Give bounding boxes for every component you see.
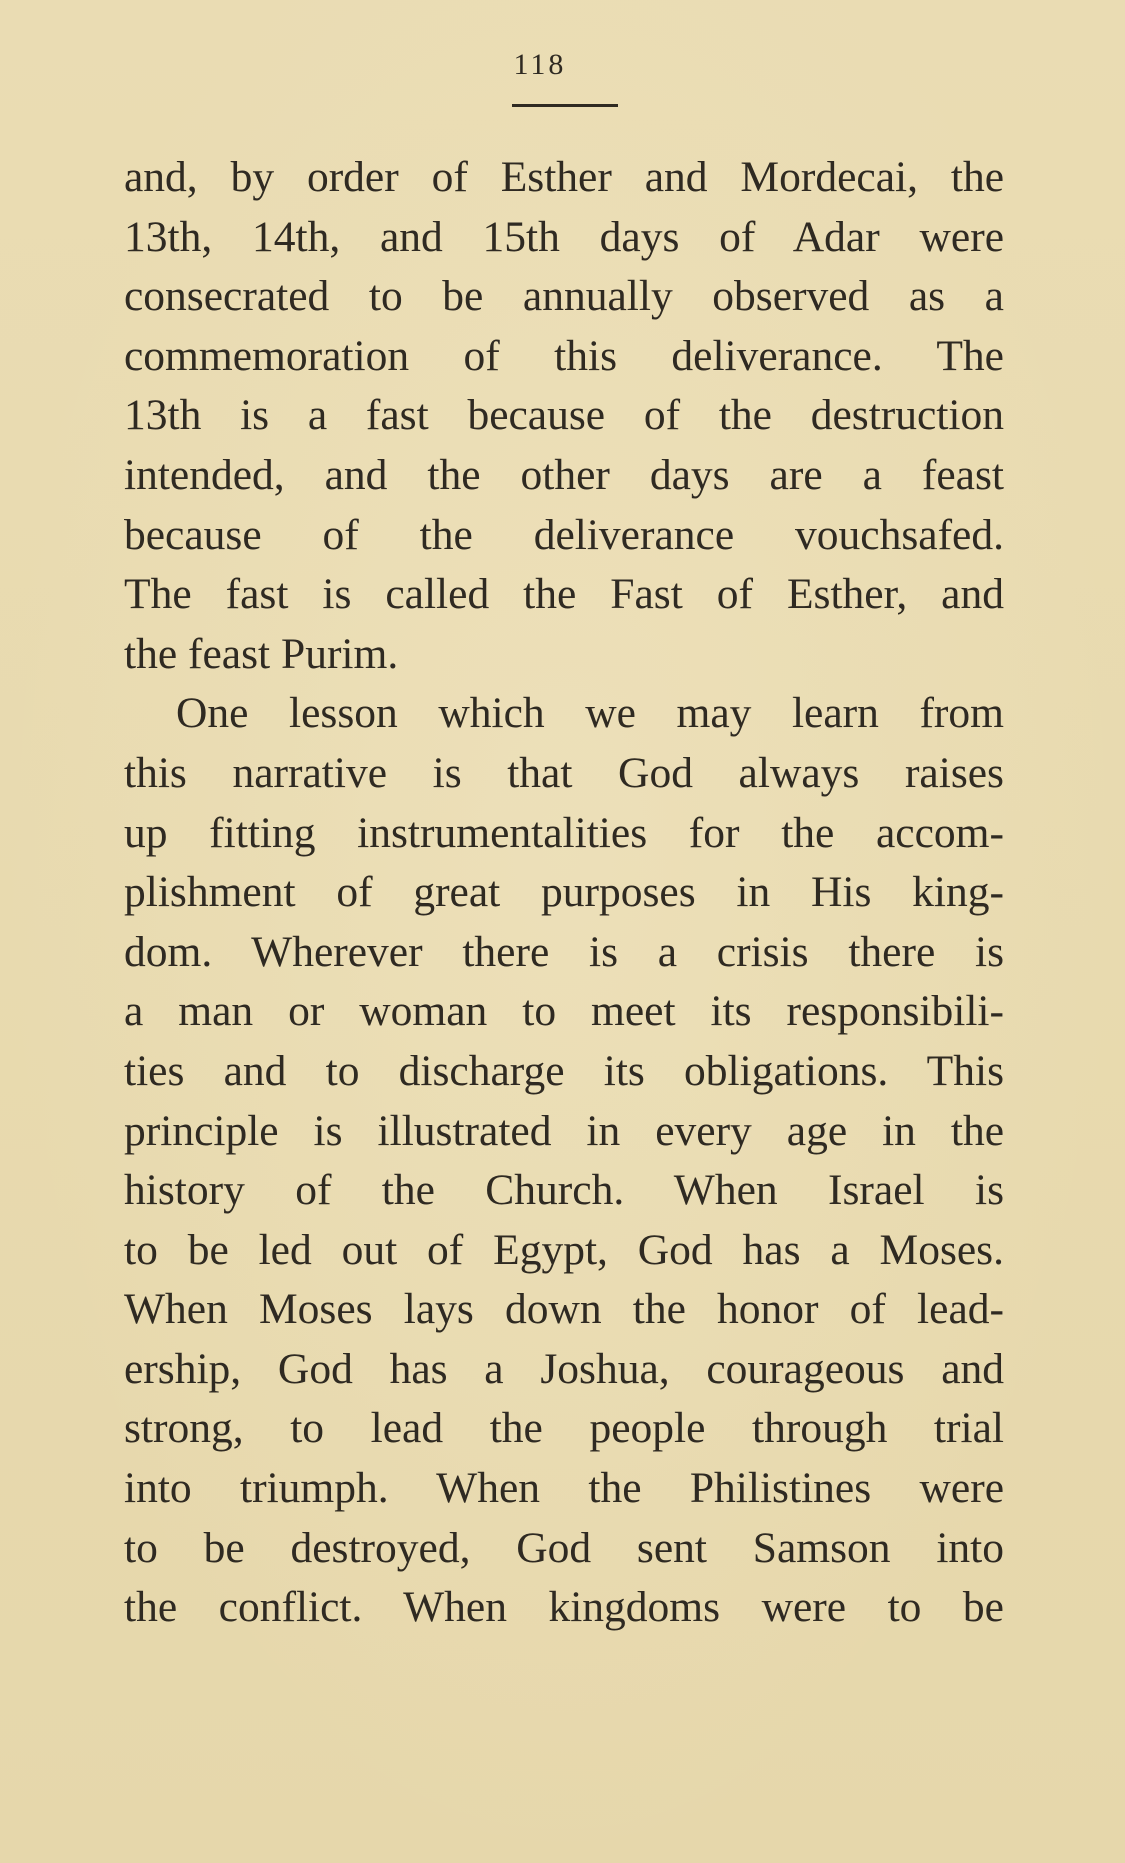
text-line: The fast is called the Fast of Esther, and <box>124 570 1004 619</box>
text-line: and, by order of Esther and Mordecai, the <box>124 153 1004 201</box>
text-line: intended, and the other days are a feast <box>124 450 1004 499</box>
text-line: to be led out of Egypt, God has a Moses. <box>124 1225 1004 1274</box>
text-line: consecrated to be annually observed as a <box>124 272 1004 321</box>
text-line: One lesson which we may learn from <box>176 689 1004 738</box>
text-line: 13th is a fast because of the destruction <box>124 391 1004 440</box>
text-line: commemoration of this deliverance. The <box>124 331 1004 380</box>
text-line: a man or woman to meet its responsibili- <box>124 987 1004 1036</box>
text-line: the conflict. When kingdoms were to be <box>124 1583 1004 1632</box>
text-line: this narrative is that God always raises <box>124 748 1004 797</box>
text-line: plishment of great purposes in His king- <box>124 868 1004 917</box>
text-line: into triumph. When the Philistines were <box>124 1464 1004 1513</box>
text-line: dom. Wherever there is a crisis there is <box>124 927 1004 976</box>
text-line: When Moses lays down the honor of lead- <box>124 1285 1004 1334</box>
text-line: 13th, 14th, and 15th days of Adar were <box>124 212 1004 261</box>
body-text <box>124 148 1004 1638</box>
text-line: up fitting instrumentalities for the accom- <box>124 808 1004 857</box>
text-line: the feast Purim. <box>124 629 399 678</box>
page-number: 118 <box>513 48 567 81</box>
page-number-rule <box>512 104 618 107</box>
text-line: history of the Church. When Israel is <box>124 1166 1004 1215</box>
text-line: ties and to discharge its obligations. This <box>124 1046 1004 1095</box>
text-line: to be destroyed, God sent Samson into <box>124 1523 1004 1572</box>
text-line: ership, God has a Joshua, courageous and <box>124 1344 1004 1393</box>
text-line: strong, to lead the people through trial <box>124 1404 1004 1453</box>
text-line: because of the deliverance vouchsafed. <box>124 510 1004 559</box>
text-line: principle is illustrated in every age in the <box>124 1106 1004 1155</box>
